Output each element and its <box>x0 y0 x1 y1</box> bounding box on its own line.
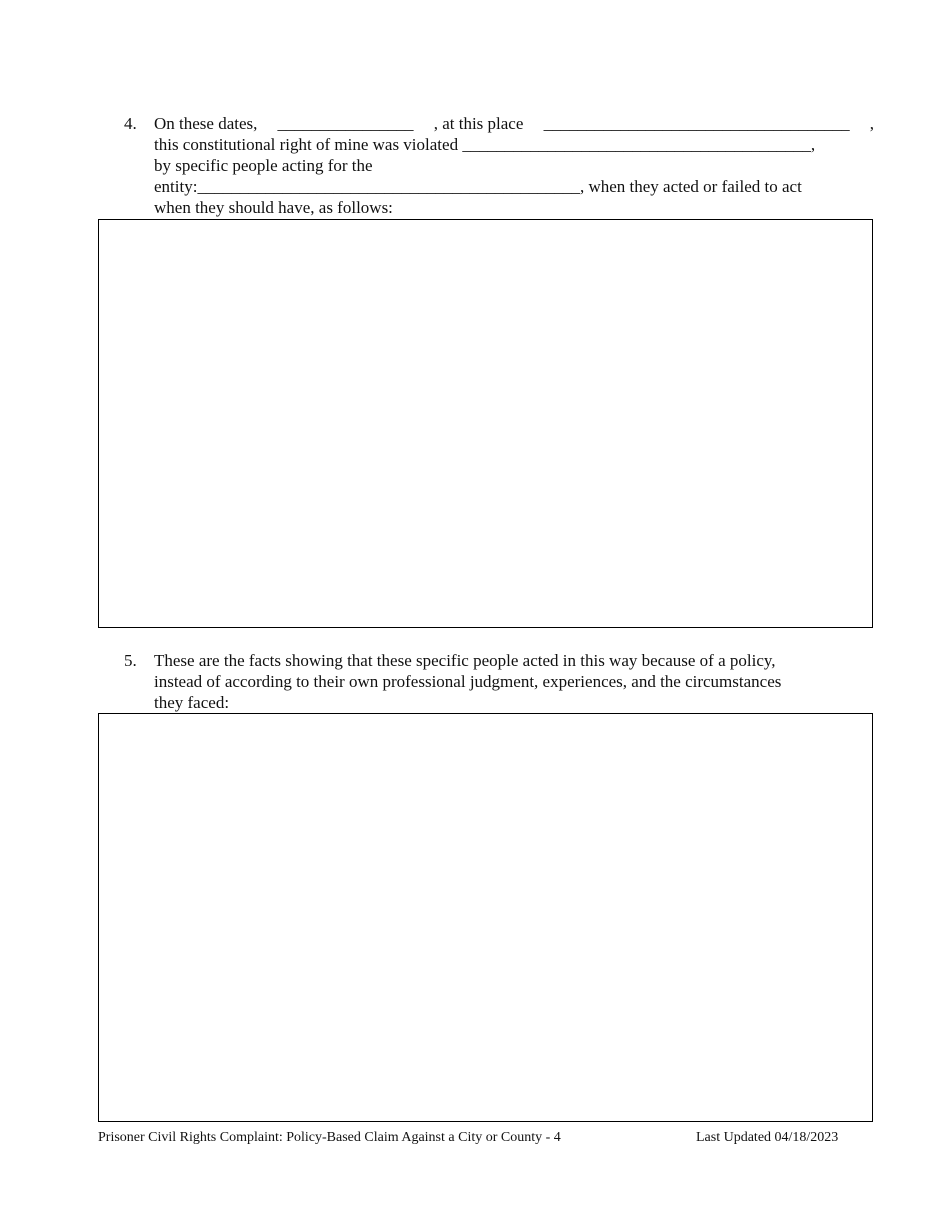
item-4-line-2 <box>154 134 874 155</box>
item-4-number: 4. <box>124 114 137 133</box>
footer-last-updated: Last Updated 04/18/2023 <box>696 1130 839 1145</box>
item-4-text <box>154 113 874 218</box>
item-4-line-2-comma: , <box>810 135 816 154</box>
item-5-line-2: instead of according to their own professional judgment, experiences, and the circumstances <box>154 672 782 691</box>
item-5-line-1: These are the facts showing that these specific people acted in this way because of a policy, <box>154 651 776 670</box>
item-4-right-blank[interactable]: _________________________________________ <box>462 135 811 154</box>
item-4-answer-box[interactable] <box>98 219 873 628</box>
item-4-entity-label: entity: <box>154 177 198 196</box>
item-4-right-label: this constitutional right of mine was violated <box>154 135 459 154</box>
item-4-line-1-comma: , <box>869 114 874 133</box>
item-5-line-3: they faced: <box>154 693 230 712</box>
item-5-answer-box[interactable] <box>98 713 873 1122</box>
item-4-line-4 <box>154 176 874 197</box>
item-5-number: 5. <box>124 651 137 670</box>
item-4-place-blank[interactable]: ____________________________________ <box>543 114 850 133</box>
item-4-entity-blank[interactable]: _____________________________________________ <box>197 177 580 196</box>
item-4-acted-label: , when they acted or failed to act <box>579 177 802 196</box>
item-4-place-label: , at this place <box>433 114 524 133</box>
item-5-text <box>154 650 874 713</box>
item-4-line-5: when they should have, as follows: <box>154 198 393 217</box>
item-4-dates-blank[interactable]: ________________ <box>277 114 414 133</box>
item-4-line-3: by specific people acting for the <box>154 156 373 175</box>
item-4-dates-label: On these dates, <box>154 114 258 133</box>
footer-form-title: Prisoner Civil Rights Complaint: Policy-Based Claim Against a City or County - 4 <box>98 1130 561 1145</box>
item-4-line-1 <box>154 113 874 134</box>
